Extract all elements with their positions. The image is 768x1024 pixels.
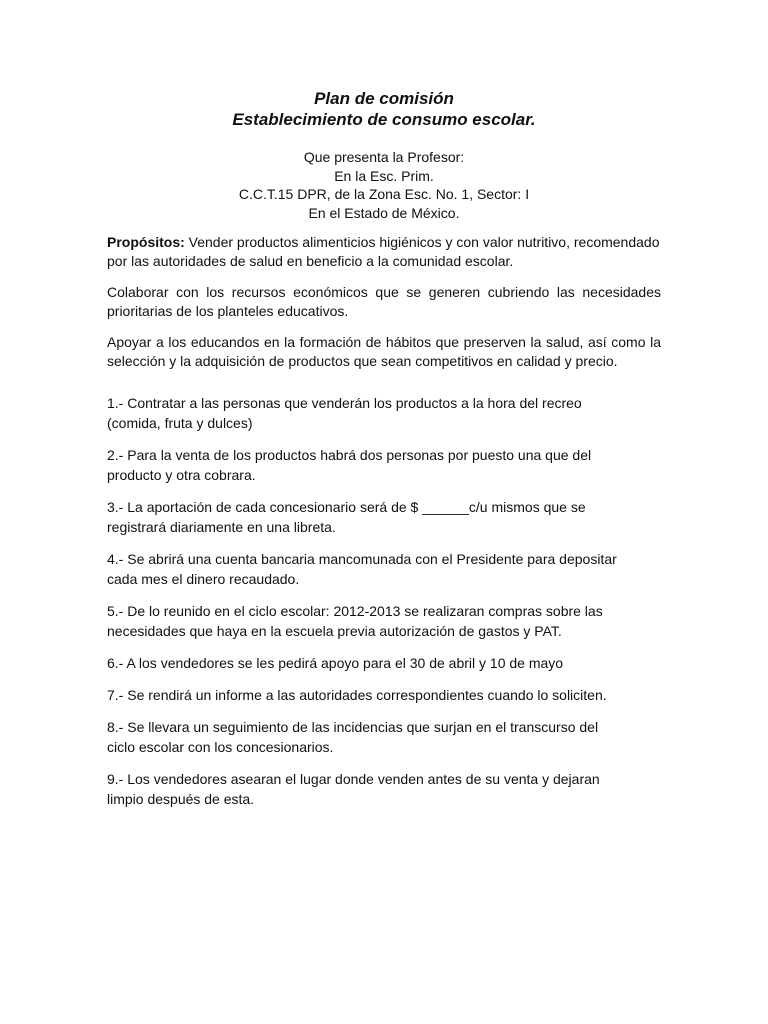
list-item	[107, 653, 661, 673]
list-item-line: 9.- Los vendedores asearan el lugar donde venden antes de su venta y dejaran	[107, 771, 600, 787]
list-item-line: registrará diariamente en una libreta.	[107, 519, 336, 535]
presenter-line-2: En la Esc. Prim.	[334, 167, 434, 184]
presenter-line-3: C.C.T.15 DPR, de la Zona Esc. No. 1, Sector: I	[238, 186, 530, 202]
list-item-line: 2.- Para la venta de los productos habrá dos personas por puesto una que del	[107, 447, 592, 463]
list-item-line: (comida, fruta y dulces)	[107, 415, 253, 431]
purposes-text: Vender productos alimenticios higiénicos y con valor nutritivo, recomendado por las autoridades de salud en beneficio a la comunidad escolar.	[107, 234, 660, 269]
list-item-line: 1.- Contratar a las personas que venderán los productos a la hora del recreo	[107, 395, 582, 411]
list-item	[107, 393, 661, 433]
list-item	[107, 685, 661, 705]
list-item	[107, 769, 661, 809]
list-item-line: 4.- Se abrirá una cuenta bancaria mancomunada con el Presidente para depositar	[107, 551, 617, 567]
list-item-line: cada mes el dinero recaudado.	[107, 571, 300, 587]
purposes-paragraph	[107, 233, 661, 271]
list-item-line: 3.- La aportación de cada concesionario será de $ ______c/u mismos que se	[107, 499, 586, 515]
list-item	[107, 549, 661, 589]
list-item	[107, 601, 661, 641]
presenter-info	[0, 148, 768, 222]
list-item-line: 7.- Se rendirá un informe a las autoridades correspondientes cuando lo soliciten.	[107, 687, 607, 703]
list-item	[107, 717, 661, 757]
list-item	[107, 445, 661, 485]
presenter-line-1: Que presenta la Profesor:	[303, 149, 465, 165]
purpose-paragraph-3: Apoyar a los educandos en la formación de hábitos que preserven la salud, así como la selección y la adquisición de productos que sean competitivos en calidad y precio.	[107, 334, 661, 369]
presenter-line-4: En el Estado de México.	[308, 204, 460, 221]
action-list	[107, 393, 661, 809]
document-body	[107, 233, 661, 821]
list-item-line: producto y otra cobrara.	[107, 467, 256, 483]
purposes-label: Propósitos:	[107, 234, 185, 250]
list-item	[107, 497, 661, 537]
list-item-line: necesidades que haya en la escuela previa autorización de gastos y PAT.	[107, 623, 562, 639]
list-item-line: ciclo escolar con los concesionarios.	[107, 739, 334, 755]
title-line-1: Plan de comisión	[314, 89, 454, 108]
purpose-paragraph-2: Colaborar con los recursos económicos que se generen cubriendo las necesidades prioritarias de los planteles educativos.	[107, 284, 661, 319]
list-item-line: 8.- Se llevara un seguimiento de las incidencias que surjan en el transcurso del	[107, 719, 599, 735]
list-item-line: 6.- A los vendedores se les pedirá apoyo para el 30 de abril y 10 de mayo	[107, 655, 564, 671]
list-item-line: 5.- De lo reunido en el ciclo escolar: 2012-2013 se realizaran compras sobre las	[107, 603, 603, 619]
list-item-line: limpio después de esta.	[107, 791, 255, 807]
title-line-2: Establecimiento de consumo escolar.	[232, 110, 536, 129]
document-title	[0, 88, 768, 130]
